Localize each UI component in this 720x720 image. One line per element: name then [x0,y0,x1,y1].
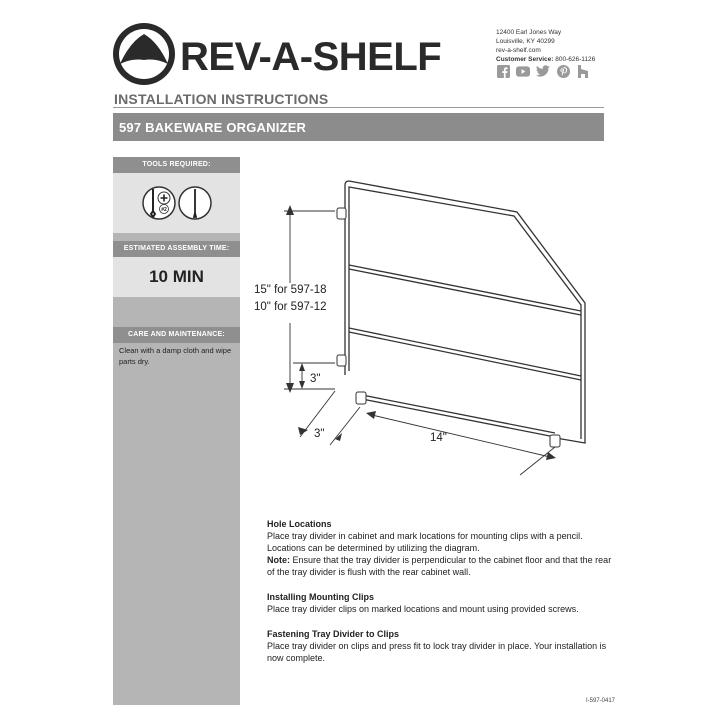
youtube-icon[interactable] [516,64,530,78]
height-label-2: 10" for 597-12 [254,301,327,313]
installing-clips-heading: Installing Mounting Clips [267,592,374,602]
care-heading: CARE AND MAINTENANCE: [113,327,240,343]
time-heading: ESTIMATED ASSEMBLY TIME: [113,241,240,257]
hole-locations-text: Place tray divider in cabinet and mark locations for mounting clips with a pencil. Locations can be determined by utilizing the diagram. [267,531,583,553]
divider [113,107,604,108]
instructions [267,518,617,664]
brand-wordmark: REV-A-SHELF [180,35,442,79]
fastening-text: Place tray divider on clips and press fit to lock tray divider in place. Your installation is now complete. [267,641,607,663]
hole-locations-heading: Hole Locations [267,519,332,529]
customer-service: Customer Service: 800-626-1126 [496,56,596,63]
page-title: INSTALLATION INSTRUCTIONS [114,91,329,107]
clip-height-label: 3" [310,373,321,385]
front-right-clip [550,435,560,447]
address-line-1: 12400 Earl Jones Way [496,29,562,36]
width-label: 14" [430,432,447,444]
product-title-bar [113,113,604,141]
note: Note: Ensure that the tray divider is perpendicular to the cabinet floor and that the rear of the tray divider is flush with the rear cabinet wall. [267,555,612,577]
contact-info [496,28,595,64]
divider-lower-bar [349,328,581,380]
social-icons [496,64,590,78]
twitter-icon[interactable] [536,64,550,78]
setback-label: 3" [314,428,325,440]
tool-bit-label: #2 [161,207,167,213]
rear-top-clip [337,208,346,219]
rev-a-shelf-logo [110,20,460,88]
product-title: 597 BAKEWARE ORGANIZER [119,120,307,135]
website: rev-a-shelf.com [496,47,541,54]
tools-panel [113,173,240,233]
tools-heading: TOOLS REQUIRED: [113,157,240,173]
divider-bottom-rail [362,395,555,437]
pencil-icon [179,187,211,219]
height-label-1: 15" for 597-18 [254,284,327,296]
divider-upper-bar [349,265,581,315]
mounting-clips [337,208,560,447]
fastening-heading: Fastening Tray Divider to Clips [267,629,400,639]
address-line-2: Louisville, KY 40299 [496,38,555,45]
assembly-time: 10 MIN [149,267,204,286]
phillips-screwdriver-icon [143,187,175,219]
width-dim-line [372,415,550,457]
facebook-icon[interactable] [496,64,510,78]
front-left-clip [356,392,366,404]
houzz-icon[interactable] [576,64,590,78]
rear-bottom-clip [337,355,346,366]
divider-frame [345,181,585,443]
pinterest-icon[interactable] [556,64,570,78]
time-panel [113,257,240,297]
care-text: Clean with a damp cloth and wipe parts dry. [119,346,232,366]
sidebar [113,157,240,705]
document-number: I-597-0417 [586,698,616,704]
installing-clips-text: Place tray divider clips on marked locations and mount using provided screws. [267,604,579,614]
